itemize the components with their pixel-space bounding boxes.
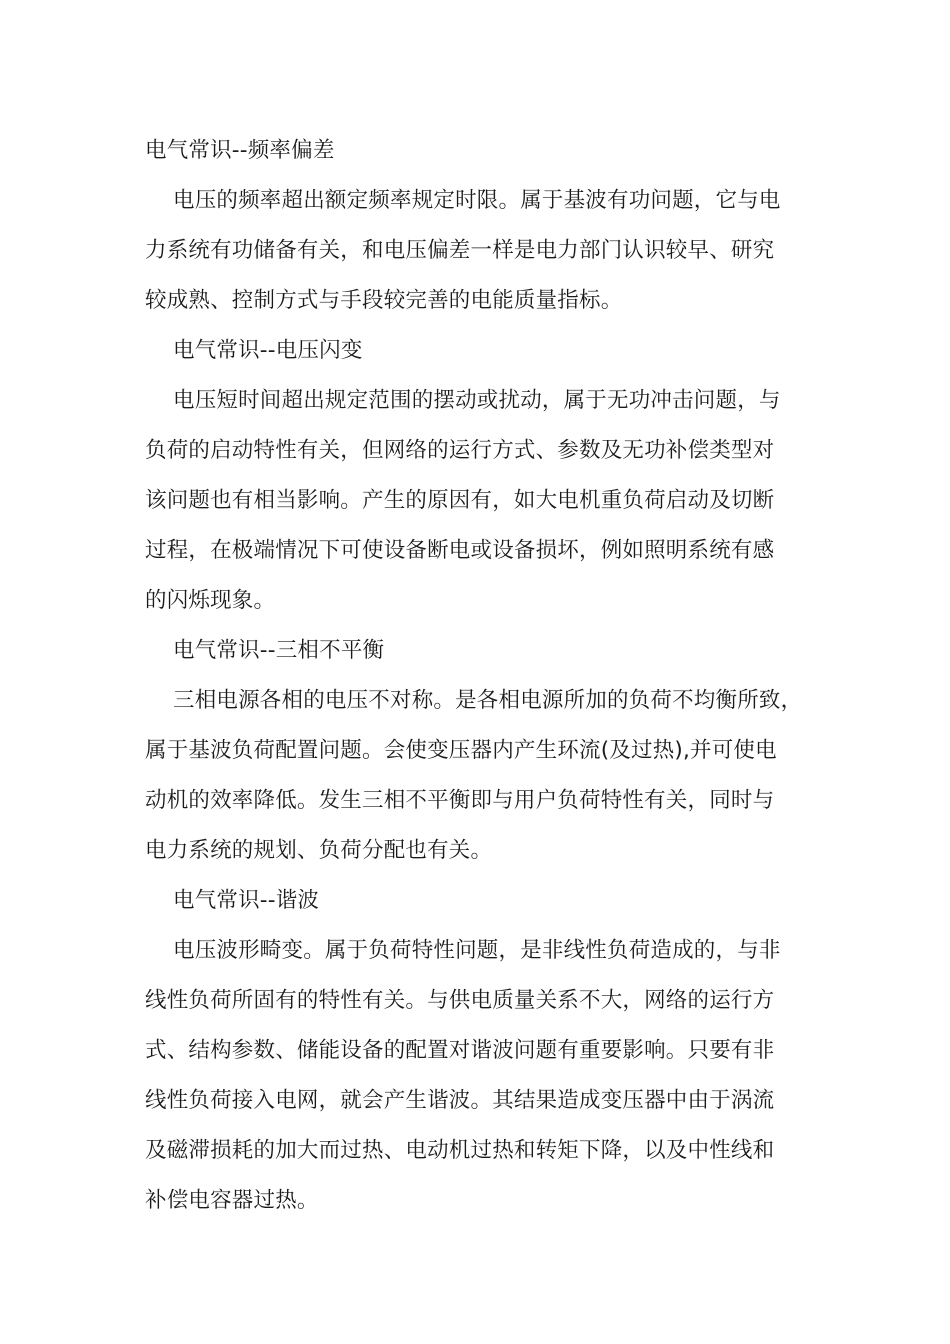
paragraph-line: 力系统有功储备有关，和电压偏差一样是电力部门认识较早、研究 [145,238,775,263]
paragraph-line: 三相电源各相的电压不对称。是各相电源所加的负荷不均衡所致， [173,688,803,713]
paragraph-line: 补偿电容器过热。 [145,1188,319,1213]
paragraph-line: 的闪烁现象。 [145,588,276,613]
paragraph-line: 该问题也有相当影响。产生的原因有，如大电机重负荷启动及切断 [145,488,775,513]
document-content [145,126,805,1226]
paragraph-line: 负荷的启动特性有关，但网络的运行方式、参数及无功补偿类型对 [145,438,775,463]
section-heading-frequency-deviation: 电气常识--频率偏差 [145,138,335,163]
paragraph-line: 电压波形畸变。属于负荷特性问题，是非线性负荷造成的，与非 [173,938,781,963]
paragraph-line: 电力系统的规划、负荷分配也有关。 [145,838,493,863]
paragraph-line: 电压的频率超出额定频率规定时限。属于基波有功问题，它与电 [173,188,781,213]
paragraph-line: 式、结构参数、储能设备的配置对谐波问题有重要影响。只要有非 [145,1038,775,1063]
paragraph-line: 过程，在极端情况下可使设备断电或设备损坏，例如照明系统有感 [145,538,775,563]
paragraph-line: 电压短时间超出规定范围的摆动或扰动，属于无功冲击问题，与 [173,388,781,413]
paragraph-line: 较成熟、控制方式与手段较完善的电能质量指标。 [145,288,623,313]
section-heading-harmonics: 电气常识--谐波 [173,888,320,913]
paragraph-line: 线性负荷所固有的特性有关。与供电质量关系不大，网络的运行方 [145,988,775,1013]
paragraph-line: 线性负荷接入电网，就会产生谐波。其结果造成变压器中由于涡流 [145,1088,775,1113]
paragraph-line: 属于基波负荷配置问题。会使变压器内产生环流(及过热),并可使电 [145,738,777,763]
paragraph-line: 动机的效率降低。发生三相不平衡即与用户负荷特性有关，同时与 [145,788,775,813]
section-heading-three-phase-imbalance: 电气常识--三相不平衡 [173,638,385,663]
paragraph-line: 及磁滞损耗的加大而过热、电动机过热和转矩下降，以及中性线和 [145,1138,775,1163]
section-heading-voltage-flicker: 电气常识--电压闪变 [173,338,363,363]
